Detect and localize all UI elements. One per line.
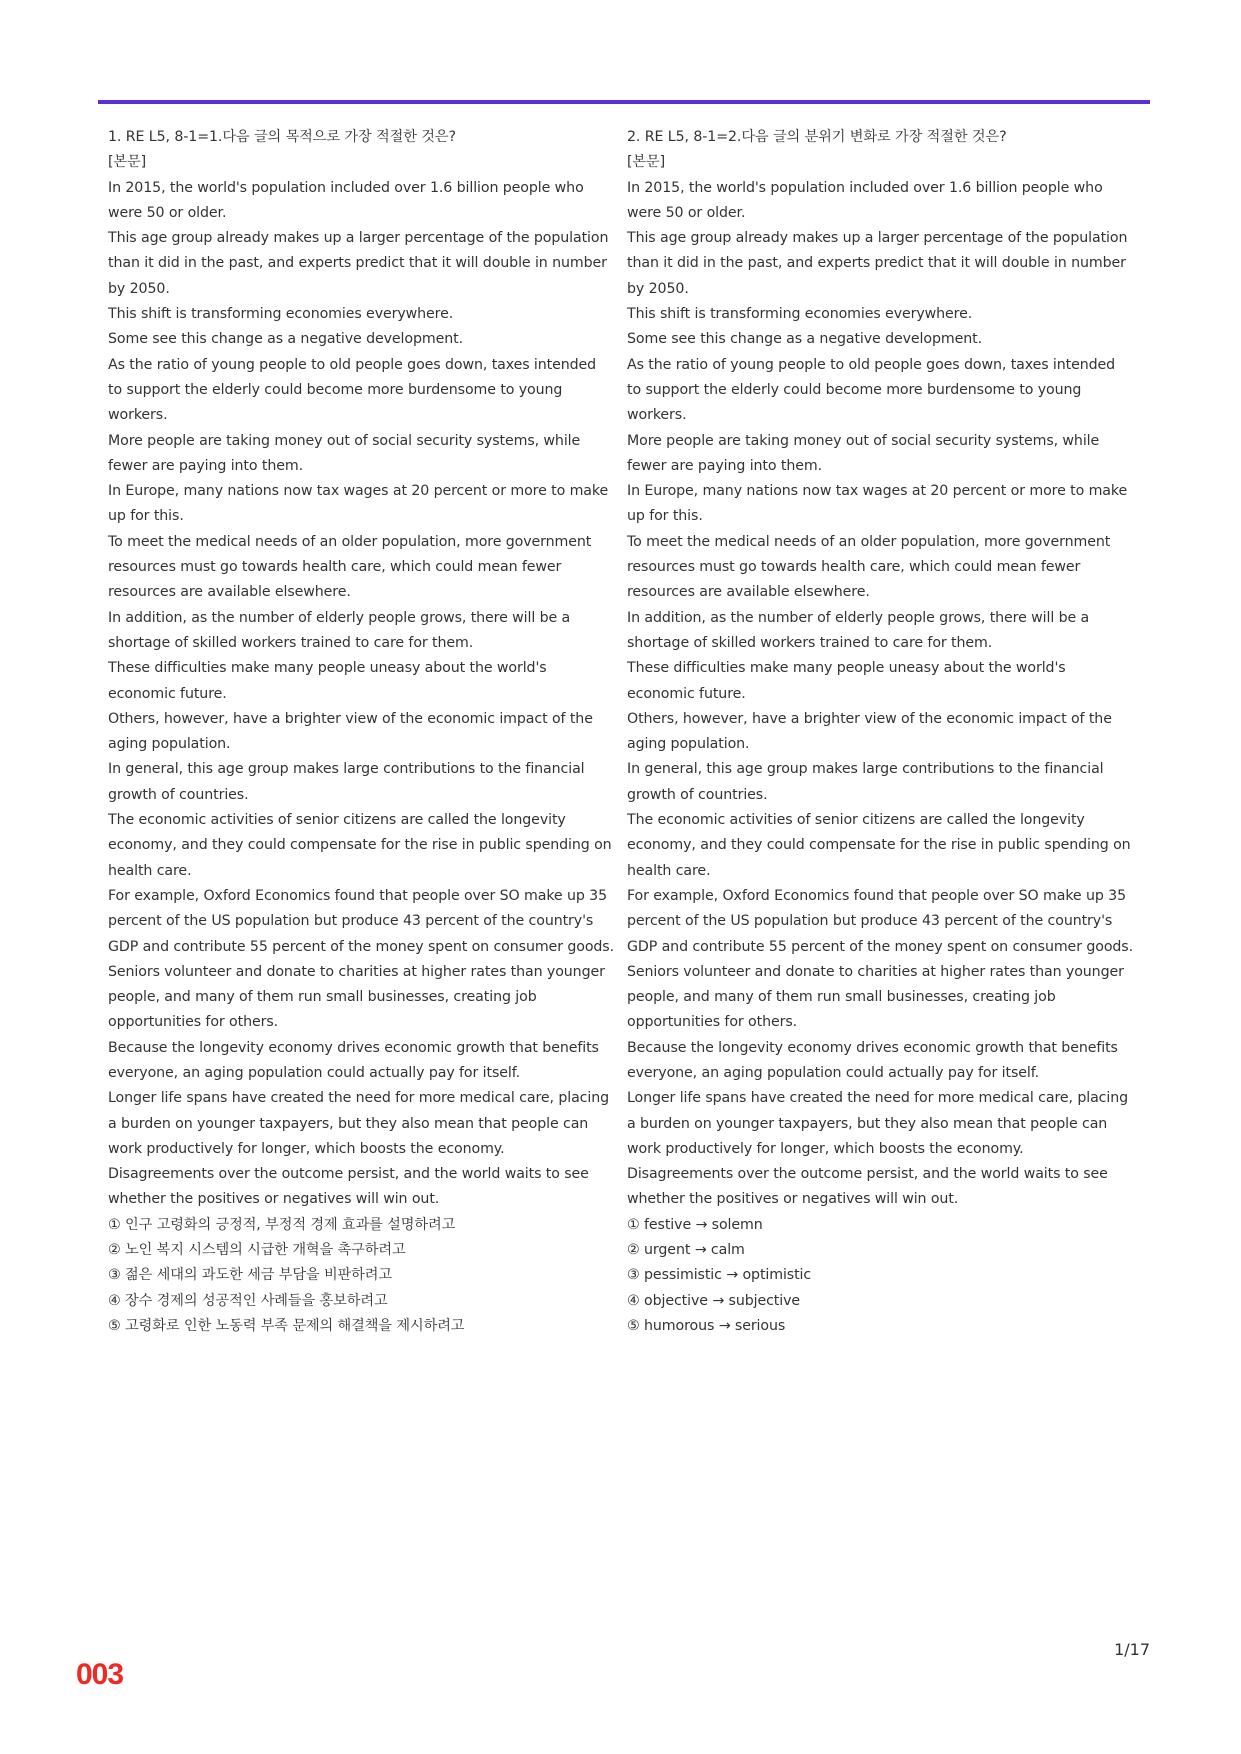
passage-sentence: In addition, as the number of elderly people grows, there will be a shortage of skilled workers trained to care for them. bbox=[627, 609, 1090, 651]
answer-choice-3[interactable]: ③ pessimistic → optimistic bbox=[627, 1267, 812, 1284]
page-number: 1/17 bbox=[1114, 1640, 1150, 1659]
passage-sentence: Disagreements over the outcome persist, and the world waits to see whether the positives or negatives will win out. bbox=[627, 1166, 1108, 1208]
passage-sentence: This age group already makes up a larger percentage of the population than it did in the past, and experts predict that it will double in number by 2050. bbox=[627, 230, 1128, 297]
passage-sentence: Because the longevity economy drives economic growth that benefits everyone, an aging population could actually pay for itself. bbox=[108, 1039, 599, 1081]
passage-sentence: In Europe, many nations now tax wages at 20 percent or more to make up for this. bbox=[108, 483, 609, 525]
passage-sentence: Others, however, have a brighter view of the economic impact of the aging population. bbox=[627, 710, 1112, 753]
passage-sentence: Others, however, have a brighter view of the economic impact of the aging population. bbox=[108, 710, 593, 753]
passage-sentence: In general, this age group makes large contributions to the financial growth of countries. bbox=[108, 761, 585, 803]
passage-sentence: This age group already makes up a larger percentage of the population than it did in the past, and experts predict that it will double in number by 2050. bbox=[108, 230, 609, 297]
passage-sentence: These difficulties make many people uneasy about the world's economic future. bbox=[627, 660, 1066, 702]
answer-choice-4[interactable]: ④ 장수 경제의 성공적인 사례들을 홍보하려고 bbox=[108, 1292, 388, 1309]
question-2-passage bbox=[627, 176, 1133, 1213]
question-1-choices bbox=[108, 1213, 614, 1339]
question-2-header: 2. RE L5, 8-1=2.다음 글의 분위기 변화로 가장 적절한 것은? bbox=[627, 129, 1007, 145]
answer-choice-5[interactable]: ⑤ humorous → serious bbox=[627, 1317, 786, 1334]
passage-sentence: Some see this change as a negative development. bbox=[108, 331, 463, 348]
passage-sentence: Seniors volunteer and donate to charities at higher rates than younger people, and many of them run small businesses, creating job opportunities for others. bbox=[108, 963, 605, 1031]
question-2-choices bbox=[627, 1213, 1133, 1339]
passage-sentence: For example, Oxford Economics found that people over SO make up 35 percent of the US population but produce 43 percent of the country's GDP and contribute 55 percent of the money spent on consumer goods. bbox=[108, 887, 615, 955]
passage-sentence: Because the longevity economy drives economic growth that benefits everyone, an aging population could actually pay for itself. bbox=[627, 1039, 1118, 1081]
answer-choice-4[interactable]: ④ objective → subjective bbox=[627, 1292, 801, 1309]
page-code: 003 bbox=[76, 1658, 124, 1691]
passage-sentence: More people are taking money out of social security systems, while fewer are paying into them. bbox=[627, 432, 1100, 474]
passage-sentence: Disagreements over the outcome persist, and the world waits to see whether the positives or negatives will win out. bbox=[108, 1166, 589, 1208]
passage-sentence: To meet the medical needs of an older population, more government resources must go towards health care, which could mean fewer resources are available elsewhere. bbox=[108, 533, 592, 601]
answer-choice-1[interactable]: ① 인구 고령화의 긍정적, 부정적 경제 효과를 설명하려고 bbox=[108, 1216, 456, 1233]
passage-sentence: The economic activities of senior citizens are called the longevity economy, and they could compensate for the rise in public spending on health care. bbox=[108, 812, 612, 879]
passage-sentence: Longer life spans have created the need for more medical care, placing a burden on younger taxpayers, but they also mean that people can work productively for longer, which boosts the economy. bbox=[108, 1090, 609, 1157]
passage-sentence: In general, this age group makes large contributions to the financial growth of countries. bbox=[627, 761, 1104, 803]
passage-sentence: For example, Oxford Economics found that people over SO make up 35 percent of the US population but produce 43 percent of the country's GDP and contribute 55 percent of the money spent on consumer goods. bbox=[627, 887, 1134, 955]
passage-sentence: As the ratio of young people to old people goes down, taxes intended to support the elderly could become more burdensome to young workers. bbox=[627, 356, 1116, 424]
passage-sentence: More people are taking money out of social security systems, while fewer are paying into them. bbox=[108, 432, 581, 474]
passage-sentence: This shift is transforming economies everywhere. bbox=[108, 306, 454, 323]
passage-sentence: This shift is transforming economies everywhere. bbox=[627, 306, 973, 323]
passage-sentence: In 2015, the world's population included over 1.6 billion people who were 50 or older. bbox=[108, 179, 584, 221]
question-2-column bbox=[627, 125, 1133, 1339]
answer-choice-3[interactable]: ③ 젊은 세대의 과도한 세금 부담을 비판하려고 bbox=[108, 1267, 392, 1284]
question-1-column bbox=[108, 125, 614, 1339]
question-1-header: 1. RE L5, 8-1=1.다음 글의 목적으로 가장 적절한 것은? bbox=[108, 129, 456, 145]
question-2-passage-label: [본문] bbox=[627, 154, 666, 171]
top-divider-rule bbox=[98, 100, 1150, 104]
passage-sentence: These difficulties make many people uneasy about the world's economic future. bbox=[108, 660, 547, 702]
answer-choice-5[interactable]: ⑤ 고령화로 인한 노동력 부족 문제의 해결책을 제시하려고 bbox=[108, 1317, 465, 1334]
passage-sentence: Longer life spans have created the need for more medical care, placing a burden on younger taxpayers, but they also mean that people can work productively for longer, which boosts the economy. bbox=[627, 1090, 1128, 1157]
passage-sentence: In addition, as the number of elderly people grows, there will be a shortage of skilled workers trained to care for them. bbox=[108, 609, 571, 651]
passage-sentence: In 2015, the world's population included over 1.6 billion people who were 50 or older. bbox=[627, 179, 1103, 221]
question-1-passage-label: [본문] bbox=[108, 154, 147, 171]
question-1-passage bbox=[108, 176, 614, 1213]
passage-sentence: The economic activities of senior citizens are called the longevity economy, and they could compensate for the rise in public spending on health care. bbox=[627, 812, 1131, 879]
answer-choice-2[interactable]: ② 노인 복지 시스템의 시급한 개혁을 촉구하려고 bbox=[108, 1242, 406, 1259]
answer-choice-2[interactable]: ② urgent → calm bbox=[627, 1242, 745, 1259]
passage-sentence: Some see this change as a negative development. bbox=[627, 331, 982, 348]
passage-sentence: Seniors volunteer and donate to charities at higher rates than younger people, and many of them run small businesses, creating job opportunities for others. bbox=[627, 963, 1124, 1031]
passage-sentence: To meet the medical needs of an older population, more government resources must go towards health care, which could mean fewer resources are available elsewhere. bbox=[627, 533, 1111, 601]
answer-choice-1[interactable]: ① festive → solemn bbox=[627, 1216, 763, 1233]
passage-sentence: As the ratio of young people to old people goes down, taxes intended to support the elderly could become more burdensome to young workers. bbox=[108, 356, 597, 424]
passage-sentence: In Europe, many nations now tax wages at 20 percent or more to make up for this. bbox=[627, 483, 1128, 525]
